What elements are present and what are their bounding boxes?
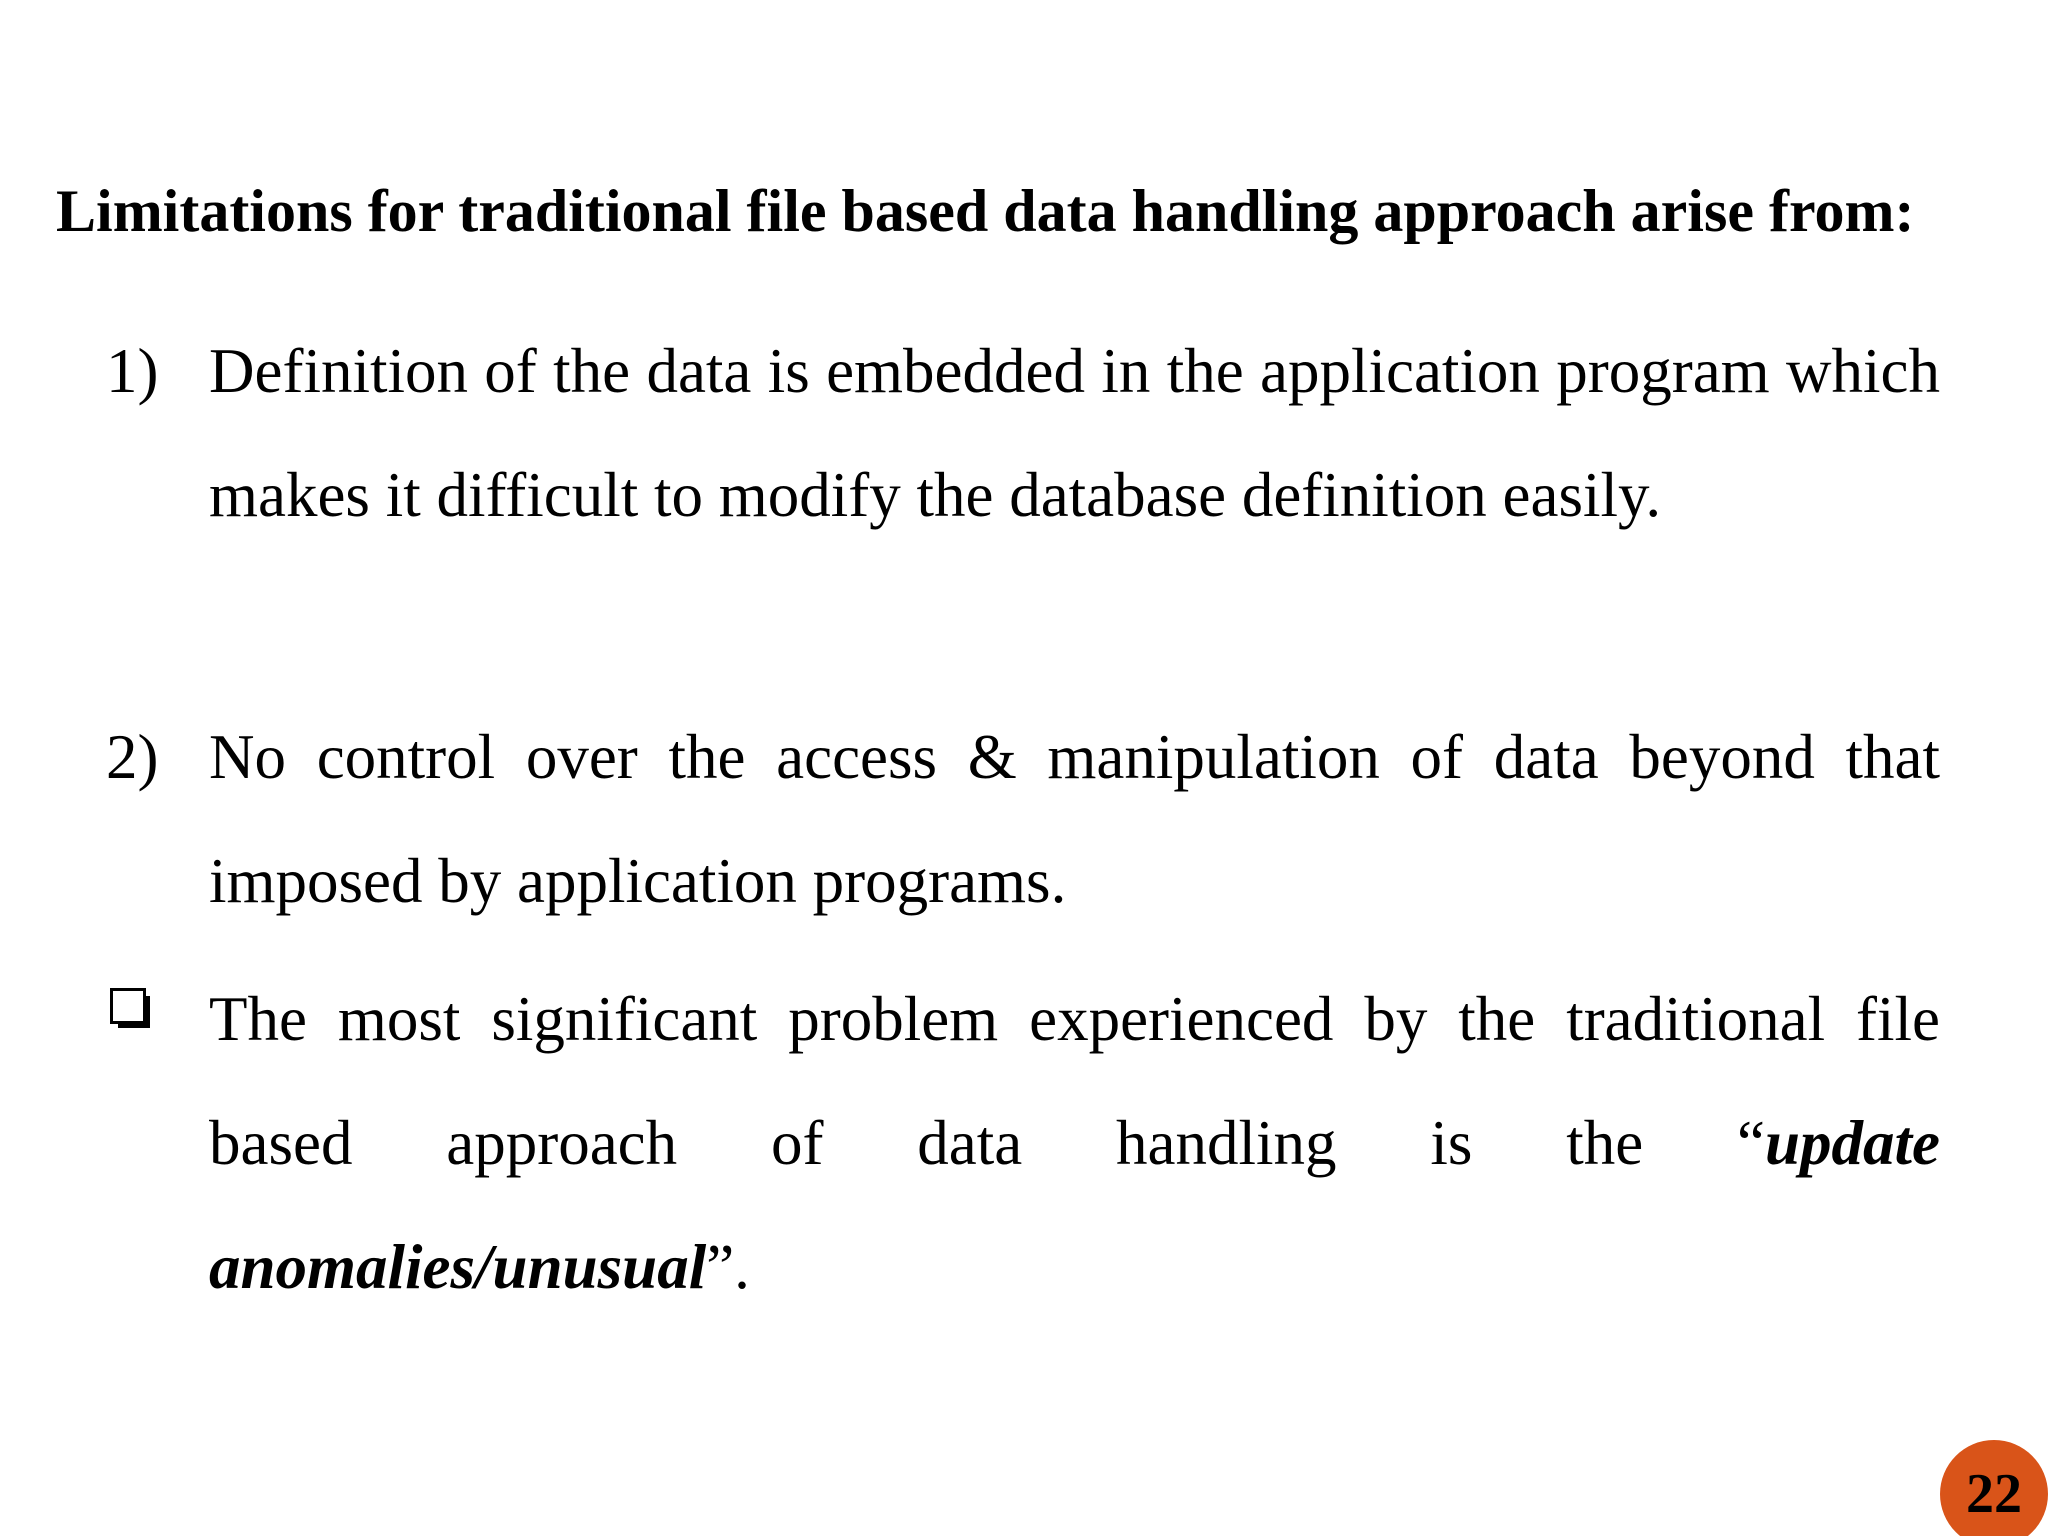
list-item-2-text: No control over the access & manipulation of data beyond that imposed by application programs. bbox=[209, 722, 1940, 916]
list-item-3-text-after: ”. bbox=[706, 1232, 750, 1302]
checkbox-icon bbox=[110, 988, 150, 1028]
slide-heading: Limitations for traditional file based data handling approach arise from: bbox=[56, 178, 1915, 244]
update-anomalies-emphasis: update anomalies/unusual bbox=[209, 1108, 1940, 1302]
page-number-badge bbox=[1940, 1440, 2048, 1536]
list-marker-1: 1) bbox=[106, 336, 159, 406]
list-item-1-text: Definition of the data is embedded in the application program which makes it difficult to modify the database definition easily. bbox=[209, 336, 1940, 530]
page-number: 22 bbox=[1966, 1463, 2022, 1525]
list-item-3-text bbox=[209, 957, 1940, 1329]
list-marker-2: 2) bbox=[106, 722, 159, 792]
list-item-3-text-before: The most significant problem experienced by the traditional file based approach of data handling is the “ bbox=[209, 984, 1940, 1178]
